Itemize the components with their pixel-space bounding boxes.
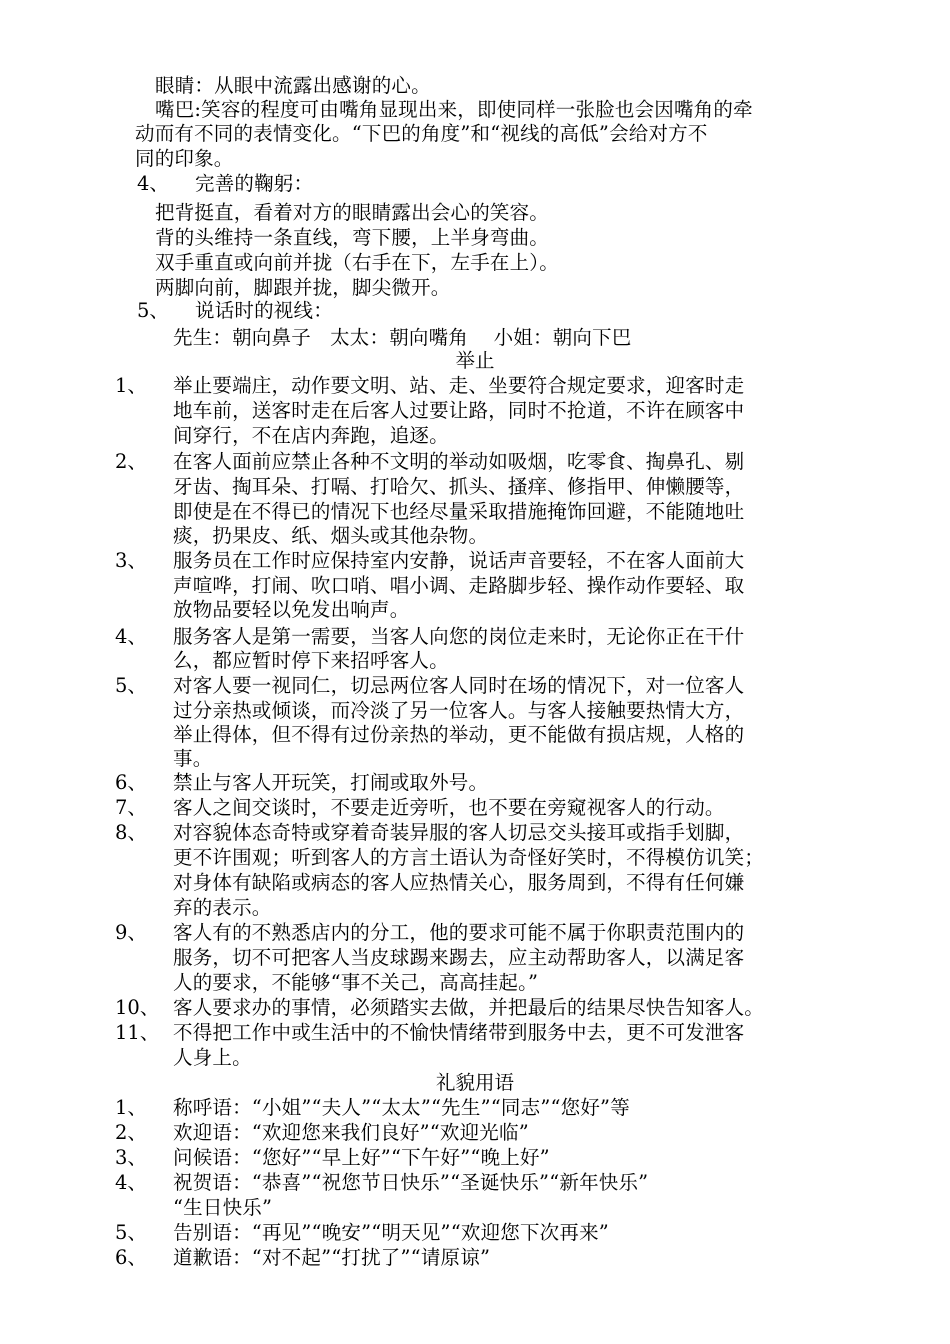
mouth-line-cont-2: 同的印象。 — [135, 147, 234, 170]
item-line: 服务，切不可把客人当皮球踢来踢去，应主动帮助客人，以满足客 — [173, 946, 745, 969]
bow-line: 把背挺直，看着对方的眼睛露出会心的笑容。 — [155, 201, 550, 224]
item-line: 欢迎语：“欢迎您来我们良好”“欢迎光临” — [173, 1121, 529, 1144]
eyes-line: 眼睛：从眼中流露出感谢的心。 — [155, 74, 431, 97]
gaze-number: 5、 — [137, 299, 169, 322]
item-line: 对容貌体态奇特或穿着奇装异服的客人切忌交头接耳或指手划脚， — [173, 821, 745, 844]
mouth-line-cont: 动而有不同的表情变化。“下巴的角度”和“视线的高低”会给对方不 — [135, 122, 708, 145]
mouth-line: 嘴巴:笑容的程度可由嘴角显现出来，即使同样一张脸也会因嘴角的牵 — [155, 98, 753, 121]
item-line: 客人之间交谈时，不要走近旁听，也不要在旁窥视客人的行动。 — [173, 796, 725, 819]
item-number: 3、 — [115, 1146, 147, 1169]
item-line: 举止要端庄，动作要文明、站、走、坐要符合规定要求，迎客时走 — [173, 374, 745, 397]
item-line: 人身上。 — [173, 1046, 252, 1069]
bow-line: 背的头维持一条直线，弯下腰，上半身弯曲。 — [155, 226, 550, 249]
item-line: 更不许围观；听到客人的方言土语认为奇怪好笑时，不得模仿讥笑； — [173, 846, 765, 869]
item-line: 过分亲热或倾谈，而冷淡了另一位客人。与客人接触要热情大方， — [173, 699, 745, 722]
item-number: 6、 — [115, 1246, 147, 1269]
item-line: 客人有的不熟悉店内的分工，他的要求可能不属于你职责范围内的 — [173, 921, 745, 944]
item-number: 11、 — [115, 1021, 160, 1044]
phrases-heading: 礼貌用语 — [435, 1071, 514, 1094]
bow-number: 4、 — [137, 172, 169, 195]
item-line: 事。 — [173, 747, 213, 770]
item-number: 7、 — [115, 796, 147, 819]
item-number: 6、 — [115, 771, 147, 794]
gaze-line: 先生：朝向鼻子 太太：朝向嘴角 小姐：朝向下巴 — [173, 326, 632, 349]
item-number: 1、 — [115, 1096, 147, 1119]
item-line: “生日快乐” — [173, 1196, 273, 1219]
item-number: 4、 — [115, 625, 147, 648]
item-line: 即使是在不得已的情况下也经尽量采取措施掩饰回避，不能随地吐 — [173, 500, 745, 523]
item-line: 举止得体，但不得有过份亲热的举动，更不能做有损店规，人格的 — [173, 723, 745, 746]
item-line: 对身体有缺陷或病态的客人应热情关心，服务周到，不得有任何嫌 — [173, 871, 745, 894]
bow-line: 两脚向前，脚跟并拢，脚尖微开。 — [155, 276, 451, 299]
item-line: 告别语：“再见”“晚安”“明天见”“欢迎您下次再来” — [173, 1221, 609, 1244]
item-number: 5、 — [115, 1221, 147, 1244]
item-line: 祝贺语：“恭喜”“祝您节日快乐”“圣诞快乐”“新年快乐” — [173, 1171, 649, 1194]
item-line: 痰，扔果皮、纸、烟头或其他杂物。 — [173, 524, 489, 547]
item-line: 间穿行，不在店内奔跑，追逐。 — [173, 424, 449, 447]
item-number: 3、 — [115, 549, 147, 572]
item-line: 放物品要轻以免发出响声。 — [173, 598, 410, 621]
item-number: 1、 — [115, 374, 147, 397]
gaze-title: 说话时的视线： — [195, 299, 333, 322]
item-line: 对客人要一视同仁，切忌两位客人同时在场的情况下，对一位客人 — [173, 674, 745, 697]
conduct-heading: 举止 — [455, 349, 495, 372]
item-line: 服务员在工作时应保持室内安静，说话声音要轻，不在客人面前大 — [173, 549, 745, 572]
item-line: 地车前，送客时走在后客人过要让路，同时不抢道，不许在顾客中 — [173, 399, 745, 422]
item-line: 声喧哗，打闹、吹口哨、唱小调、走路脚步轻、操作动作要轻、取 — [173, 574, 745, 597]
item-line: 禁止与客人开玩笑，打闹或取外号。 — [173, 771, 489, 794]
item-number: 10、 — [115, 996, 160, 1019]
item-line: 道歉语：“对不起”“打扰了”“请原谅” — [173, 1246, 491, 1269]
item-line: 不得把工作中或生活中的不愉快情绪带到服务中去，更不可发泄客 — [173, 1021, 745, 1044]
item-number: 8、 — [115, 821, 147, 844]
item-line: 在客人面前应禁止各种不文明的举动如吸烟，吃零食、掏鼻孔、剔 — [173, 450, 745, 473]
item-line: 弃的表示。 — [173, 896, 272, 919]
item-line: 服务客人是第一需要，当客人向您的岗位走来时，无论你正在干什 — [173, 625, 745, 648]
item-line: 客人要求办的事情，必须踏实去做，并把最后的结果尽快告知客人。 — [173, 996, 765, 1019]
item-line: 问候语：“您好”“早上好”“下午好”“晚上好” — [173, 1146, 550, 1169]
item-number: 9、 — [115, 921, 147, 944]
item-number: 5、 — [115, 674, 147, 697]
bow-line: 双手重直或向前并拢（右手在下，左手在上）。 — [155, 251, 559, 274]
item-line: 称呼语：“小姐”“夫人”“太太”“先生”“同志”“您好”等 — [173, 1096, 630, 1119]
item-number: 2、 — [115, 450, 147, 473]
item-line: 牙齿、掏耳朵、打嗝、打哈欠、抓头、搔痒、修指甲、伸懒腰等， — [173, 475, 745, 498]
item-number: 4、 — [115, 1171, 147, 1194]
item-number: 2、 — [115, 1121, 147, 1144]
bow-title: 完善的鞠躬： — [195, 172, 314, 195]
item-line: 人的要求，不能够“事不关己，高高挂起。” — [173, 971, 539, 994]
item-line: 么，都应暂时停下来招呼客人。 — [173, 649, 449, 672]
